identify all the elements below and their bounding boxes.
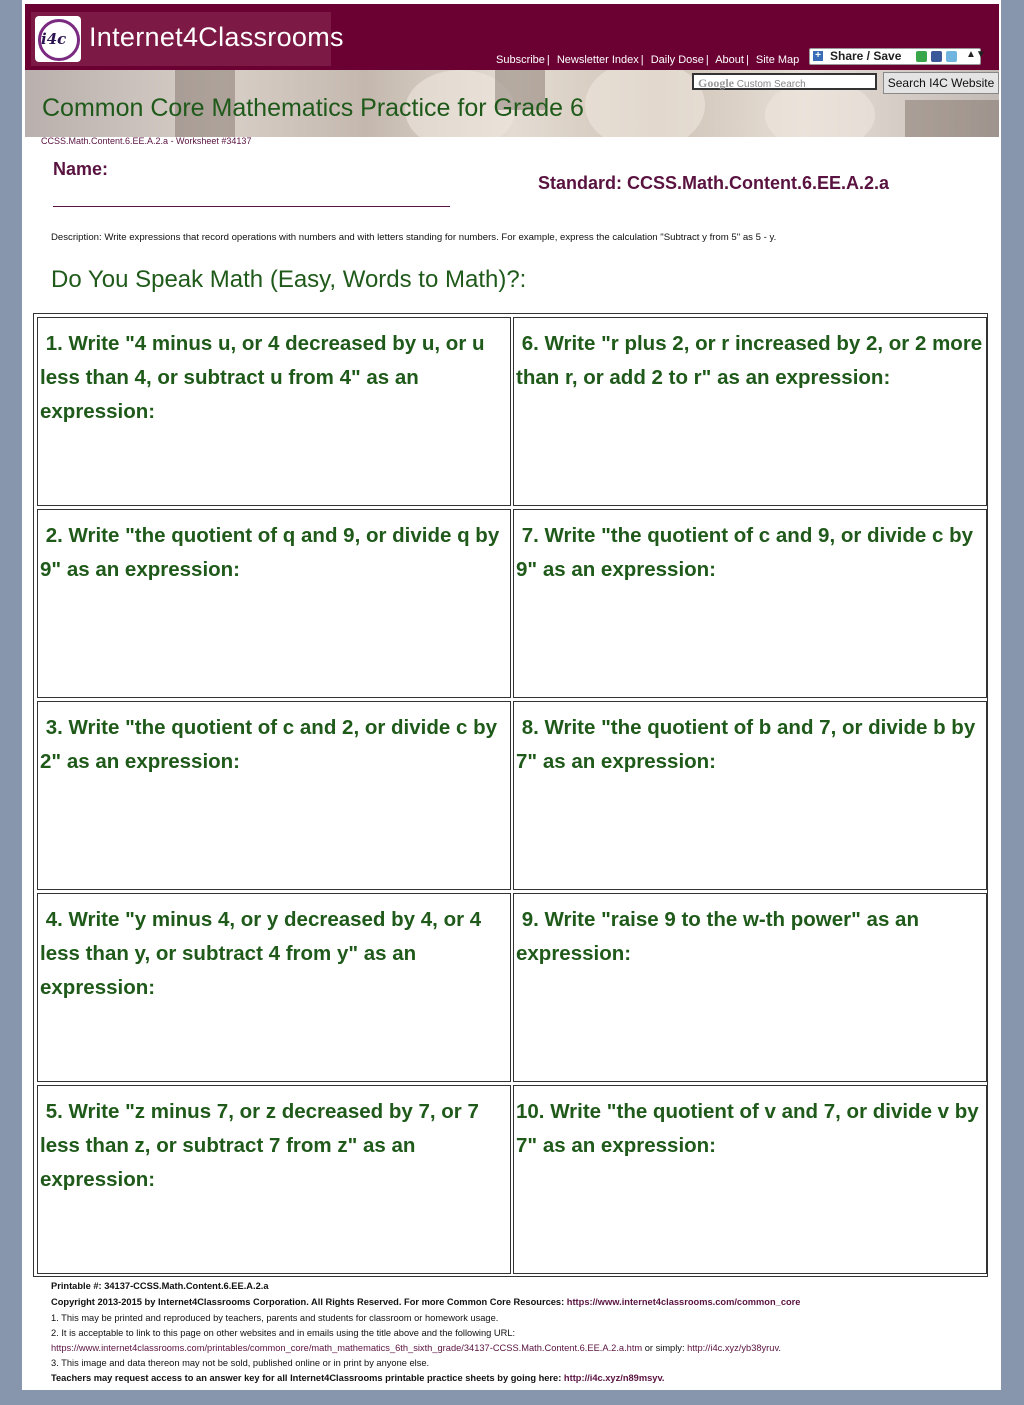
- question-cell: [513, 893, 987, 1082]
- email-share-icon: [916, 51, 927, 62]
- question-text: 9. Write "raise 9 to the w-th power" as an expression:: [516, 908, 919, 965]
- name-label: Name:: [53, 159, 109, 179]
- logo-name: Internet4Classrooms: [89, 22, 344, 52]
- footer-note-1: 1. This may be printed and reproduced by teachers, parents and students for classroom or homework usage.: [51, 1313, 499, 1323]
- share-dropdown-icon: ▲▼: [966, 49, 986, 60]
- copyright-text: Copyright 2013-2015 by Internet4Classrooms Corporation. All Rights Reserved. For more Common Core Resources:: [51, 1297, 565, 1307]
- twitter-icon: [946, 51, 957, 62]
- worksheet-long-url-link[interactable]: https://www.internet4classrooms.com/printables/common_core/math_mathematics_6th_sixth_grade/34137-CCSS.Math.Content.6.EE.A.2.a.htm: [51, 1343, 643, 1353]
- footer-url-line: [51, 1343, 781, 1353]
- answer-key-link[interactable]: http://i4c.xyz/n89msyv.: [563, 1373, 665, 1383]
- top-nav: Subscribe | Newsletter Index | Daily Dose | About | Site Map: [496, 54, 800, 66]
- title-banner: [25, 70, 999, 137]
- share-save-label: Share / Save: [830, 49, 902, 63]
- search-site-button[interactable]: Search I4C Website: [883, 72, 999, 94]
- logo-badge-icon: i4c: [35, 16, 81, 62]
- google-logo: Google: [698, 76, 734, 90]
- share-save-button[interactable]: [809, 48, 986, 65]
- question-text: 10. Write "the quotient of v and 7, or divide v by 7" as an expression:: [516, 1100, 979, 1157]
- question-text: 2. Write "the quotient of q and 9, or divide q by 9" as an expression:: [40, 524, 500, 581]
- worksheet-description: Description: Write expressions that record operations with numbers and with letters standing for numbers. For example, express the calculation "Subtract y from 5" as 5 - y.: [51, 232, 777, 243]
- site-logo[interactable]: [31, 12, 344, 66]
- common-core-link[interactable]: https://www.internet4classrooms.com/common_core: [566, 1297, 801, 1307]
- question-cell: [513, 1085, 987, 1274]
- standard-label: Standard: CCSS.Math.Content.6.EE.A.2.a: [538, 173, 890, 193]
- url-or-text: or simply:: [644, 1343, 685, 1353]
- worksheet-short-url-link[interactable]: http://i4c.xyz/yb38yruv.: [687, 1343, 781, 1353]
- nav-link-daily-dose[interactable]: Daily Dose: [650, 54, 704, 66]
- questions-grid: [33, 313, 988, 1277]
- question-cell: [37, 701, 511, 890]
- worksheet-title: Do You Speak Math (Easy, Words to Math)?:: [51, 266, 527, 293]
- search-placeholder: Custom Search: [736, 79, 806, 90]
- site-title: Common Core Mathematics Practice for Grade 6: [42, 94, 584, 122]
- copyright-line: [51, 1297, 800, 1307]
- question-cell: [37, 893, 511, 1082]
- facebook-icon: [931, 51, 942, 62]
- footer-note-2: 2. It is acceptable to link to this page on other websites and in emails using the title above and the following URL:: [51, 1328, 516, 1338]
- name-blank-line: [53, 206, 450, 207]
- nav-link-newsletter-index[interactable]: Newsletter Index: [556, 54, 639, 66]
- nav-link-about[interactable]: About: [715, 54, 744, 66]
- question-cell: [37, 317, 511, 506]
- answer-key-text: Teachers may request access to an answer key for all Internet4Classrooms printable practice sheets by going here:: [51, 1373, 562, 1383]
- share-plus-icon: +: [813, 51, 823, 61]
- site-header: [25, 4, 999, 70]
- worksheet-page: [22, 0, 1001, 1390]
- question-text: 1. Write "4 minus u, or 4 decreased by u, or u less than 4, or subtract u from 4" as an expression:: [40, 332, 485, 423]
- question-cell: [513, 509, 987, 698]
- question-text: 5. Write "z minus 7, or z decreased by 7, or 7 less than z, or subtract 7 from z" as an expression:: [40, 1100, 479, 1191]
- worksheet-breadcrumb: CCSS.Math.Content.6.EE.A.2.a - Worksheet #34137: [41, 136, 252, 146]
- question-cell: [513, 701, 987, 890]
- nav-link-site-map[interactable]: Site Map: [755, 54, 800, 66]
- question-cell: [513, 317, 987, 506]
- printable-number: Printable #: 34137-CCSS.Math.Content.6.EE.A.2.a: [51, 1281, 269, 1291]
- question-text: 8. Write "the quotient of b and 7, or divide b by 7" as an expression:: [516, 716, 976, 773]
- question-cell: [37, 1085, 511, 1274]
- nav-link-subscribe[interactable]: Subscribe: [496, 54, 545, 66]
- custom-search-input[interactable]: [692, 73, 877, 90]
- footer-note-3: 3. This image and data thereon may not be sold, published online or in print by anyone else.: [51, 1358, 430, 1368]
- question-text: 7. Write "the quotient of c and 9, or divide c by 9" as an expression:: [516, 524, 973, 581]
- question-text: 3. Write "the quotient of c and 2, or divide c by 2" as an expression:: [40, 716, 497, 773]
- answer-key-line: [51, 1373, 665, 1383]
- question-text: 6. Write "r plus 2, or r increased by 2, or 2 more than r, or add 2 to r" as an expression:: [516, 332, 983, 389]
- question-text: 4. Write "y minus 4, or y decreased by 4, or 4 less than y, or subtract 4 from y" as an expression:: [40, 908, 482, 999]
- question-cell: [37, 509, 511, 698]
